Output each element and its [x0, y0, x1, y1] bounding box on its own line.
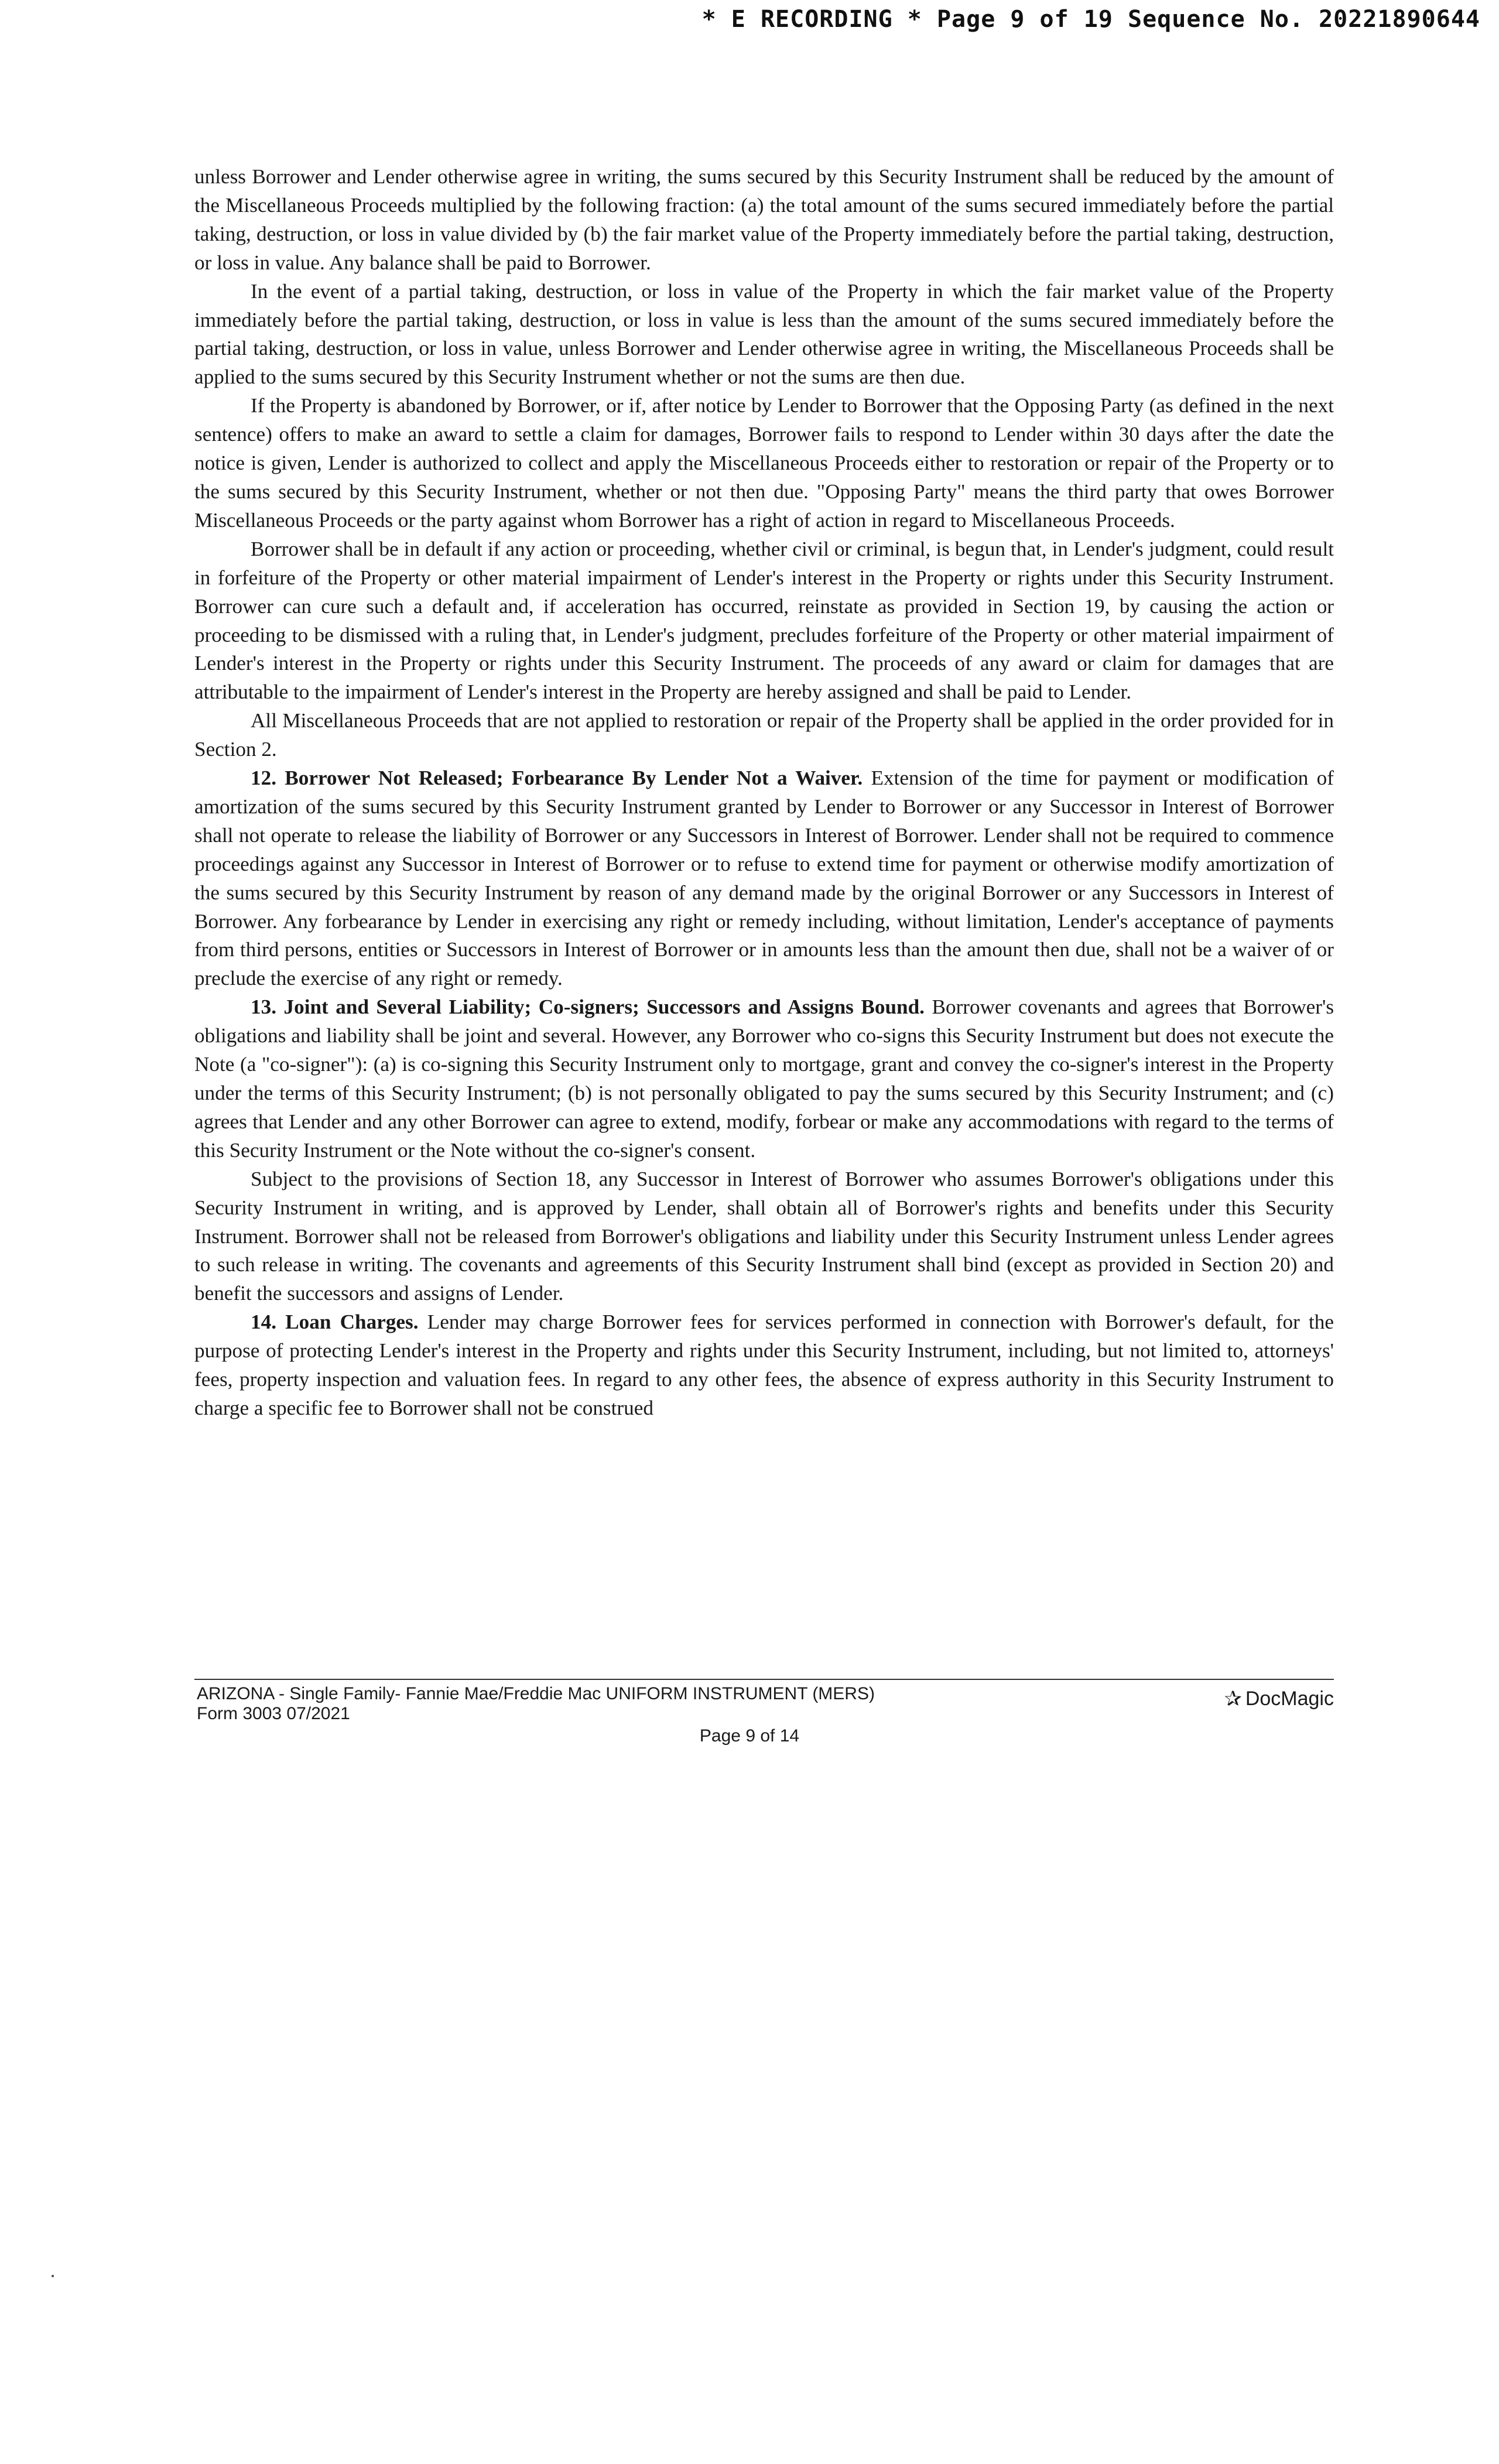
- paragraph-default: Borrower shall be in default if any action or proceeding, whether civil or criminal, is begun that, in Lender's judgment, could result in forfeiture of the Property or other material impairment of Lender's interest in the Property or rights under this Security Instrument. Borrower can cure such a default and, if acceleration has occurred, reinstate as provided in Section 19, by causing the action or proceeding to be dismissed with a ruling that, in Lender's judgment, precludes forfeiture of the Property or other material impairment of Lender's interest in the Property or rights under this Security Instrument. The proceeds of any award or claim for damages that are attributable to the impairment of Lender's interest in the Property are hereby assigned and shall be paid to Lender.: [194, 537, 1334, 704]
- footer-divider: [194, 1679, 1334, 1680]
- section-12: [194, 764, 1334, 993]
- recording-stamp: * E RECORDING * Page 9 of 19 Sequence No. 20221890644: [701, 6, 1480, 33]
- paragraph-unapplied-proceeds: All Miscellaneous Proceeds that are not applied to restoration or repair of the Property shall be applied in the order provided for in Section 2.: [194, 709, 1334, 761]
- footer-brand: [1224, 1686, 1334, 1711]
- footer-form-info: [197, 1684, 875, 1724]
- section-13-heading: 13. Joint and Several Liability; Co-signers; Successors and Assigns Bound.: [251, 995, 925, 1019]
- section-13: [194, 993, 1334, 1165]
- document-body: [194, 163, 1334, 1423]
- footer-form-title: ARIZONA - Single Family- Fannie Mae/Freddie Mac UNIFORM INSTRUMENT (MERS): [197, 1684, 875, 1703]
- paragraph-abandonment: If the Property is abandoned by Borrower, or if, after notice by Lender to Borrower that the Opposing Party (as defined in the next sentence) offers to make an award to settle a claim for damages, Borrower fails to respond to Lender within 30 days after the date the notice is given, Lender is authorized to collect and apply the Miscellaneous Proceeds either to restoration or repair of the Property or to the sums secured by this Security Instrument, whether or not then due. "Opposing Party" means the third party that owes Borrower Miscellaneous Proceeds or the party against whom Borrower has a right of action in regard to Miscellaneous Proceeds.: [194, 394, 1334, 532]
- section-12-heading: 12. Borrower Not Released; Forbearance By Lender Not a Waiver.: [251, 766, 863, 790]
- footer-form-number: Form 3003 07/2021: [197, 1704, 350, 1723]
- paragraph-successors: Subject to the provisions of Section 18, any Successor in Interest of Borrower who assumes Borrower's obligations under this Security Instrument in writing, and is approved by Lender, shall obtain all of Borrower's rights and benefits under this Security Instrument. Borrower shall not be released from Borrower's obligations and liability under this Security Instrument unless Lender agrees to such release in writing. The covenants and agreements of this Security Instrument shall bind (except as provided in Section 20) and benefit the successors and assigns of Lender.: [194, 1167, 1334, 1305]
- section-14-text: Lender may charge Borrower fees for services performed in connection with Borrower's default, for the purpose of protecting Lender's interest in the Property and rights under this Security Instrument, including, but not limited to, attorneys' fees, property inspection and valuation fees. In regard to any other fees, the absence of express authority in this Security Instrument to charge a specific fee to Borrower shall not be construed: [194, 1310, 1334, 1419]
- paragraph-partial-taking: In the event of a partial taking, destruction, or loss in value of the Property in which the fair market value of the Property immediately before the partial taking, destruction, or loss in value is less than the amount of the sums secured immediately before the partial taking, destruction, or loss in value, unless Borrower and Lender otherwise agree in writing, the Miscellaneous Proceeds shall be applied to the sums secured by this Security Instrument whether or not the sums are then due.: [194, 279, 1334, 389]
- section-14-heading: 14. Loan Charges.: [251, 1310, 419, 1334]
- section-12-text: Extension of the time for payment or modification of amortization of the sums secured by this Security Instrument granted by Lender to Borrower or any Successor in Interest of Borrower shall not operate to release the liability of Borrower or any Successors in Interest of Borrower. Lender shall not be required to commence proceedings against any Successor in Interest of Borrower or to refuse to extend time for payment or otherwise modify amortization of the sums secured by this Security Instrument by reason of any demand made by the original Borrower or any Successors in Interest of Borrower. Any forbearance by Lender in exercising any right or remedy including, without limitation, Lender's acceptance of payments from third persons, entities or Successors in Interest of Borrower or in amounts less than the amount then due, shall not be a waiver of or preclude the exercise of any right or remedy.: [194, 766, 1334, 990]
- section-13-text: Borrower covenants and agrees that Borrower's obligations and liability shall be joint and several. However, any Borrower who co-signs this Security Instrument but does not execute the Note (a "co-signer"): (a) is co-signing this Security Instrument only to mortgage, grant and convey the co-signer's interest in the Property under the terms of this Security Instrument; (b) is not personally obligated to pay the sums secured by this Security Instrument; and (c) agrees that Lender and any other Borrower can agree to extend, modify, forbear or make any accommodations with regard to the terms of this Security Instrument or the Note without the co-signer's consent.: [194, 995, 1334, 1162]
- scan-speck: [52, 2275, 54, 2277]
- star-icon: ✰: [1224, 1686, 1242, 1710]
- footer-brand-name: DocMagic: [1245, 1687, 1334, 1710]
- section-14: [194, 1308, 1334, 1423]
- paragraph-proceeds-reduction: unless Borrower and Lender otherwise agree in writing, the sums secured by this Security Instrument shall be reduced by the amount of the Miscellaneous Proceeds multiplied by the following fraction: (a) the total amount of the sums secured immediately before the partial taking, destruction, or loss in value divided by (b) the fair market value of the Property immediately before the partial taking, destruction, or loss in value. Any balance shall be paid to Borrower.: [194, 165, 1334, 274]
- footer-page-number: Page 9 of 14: [699, 1726, 800, 1746]
